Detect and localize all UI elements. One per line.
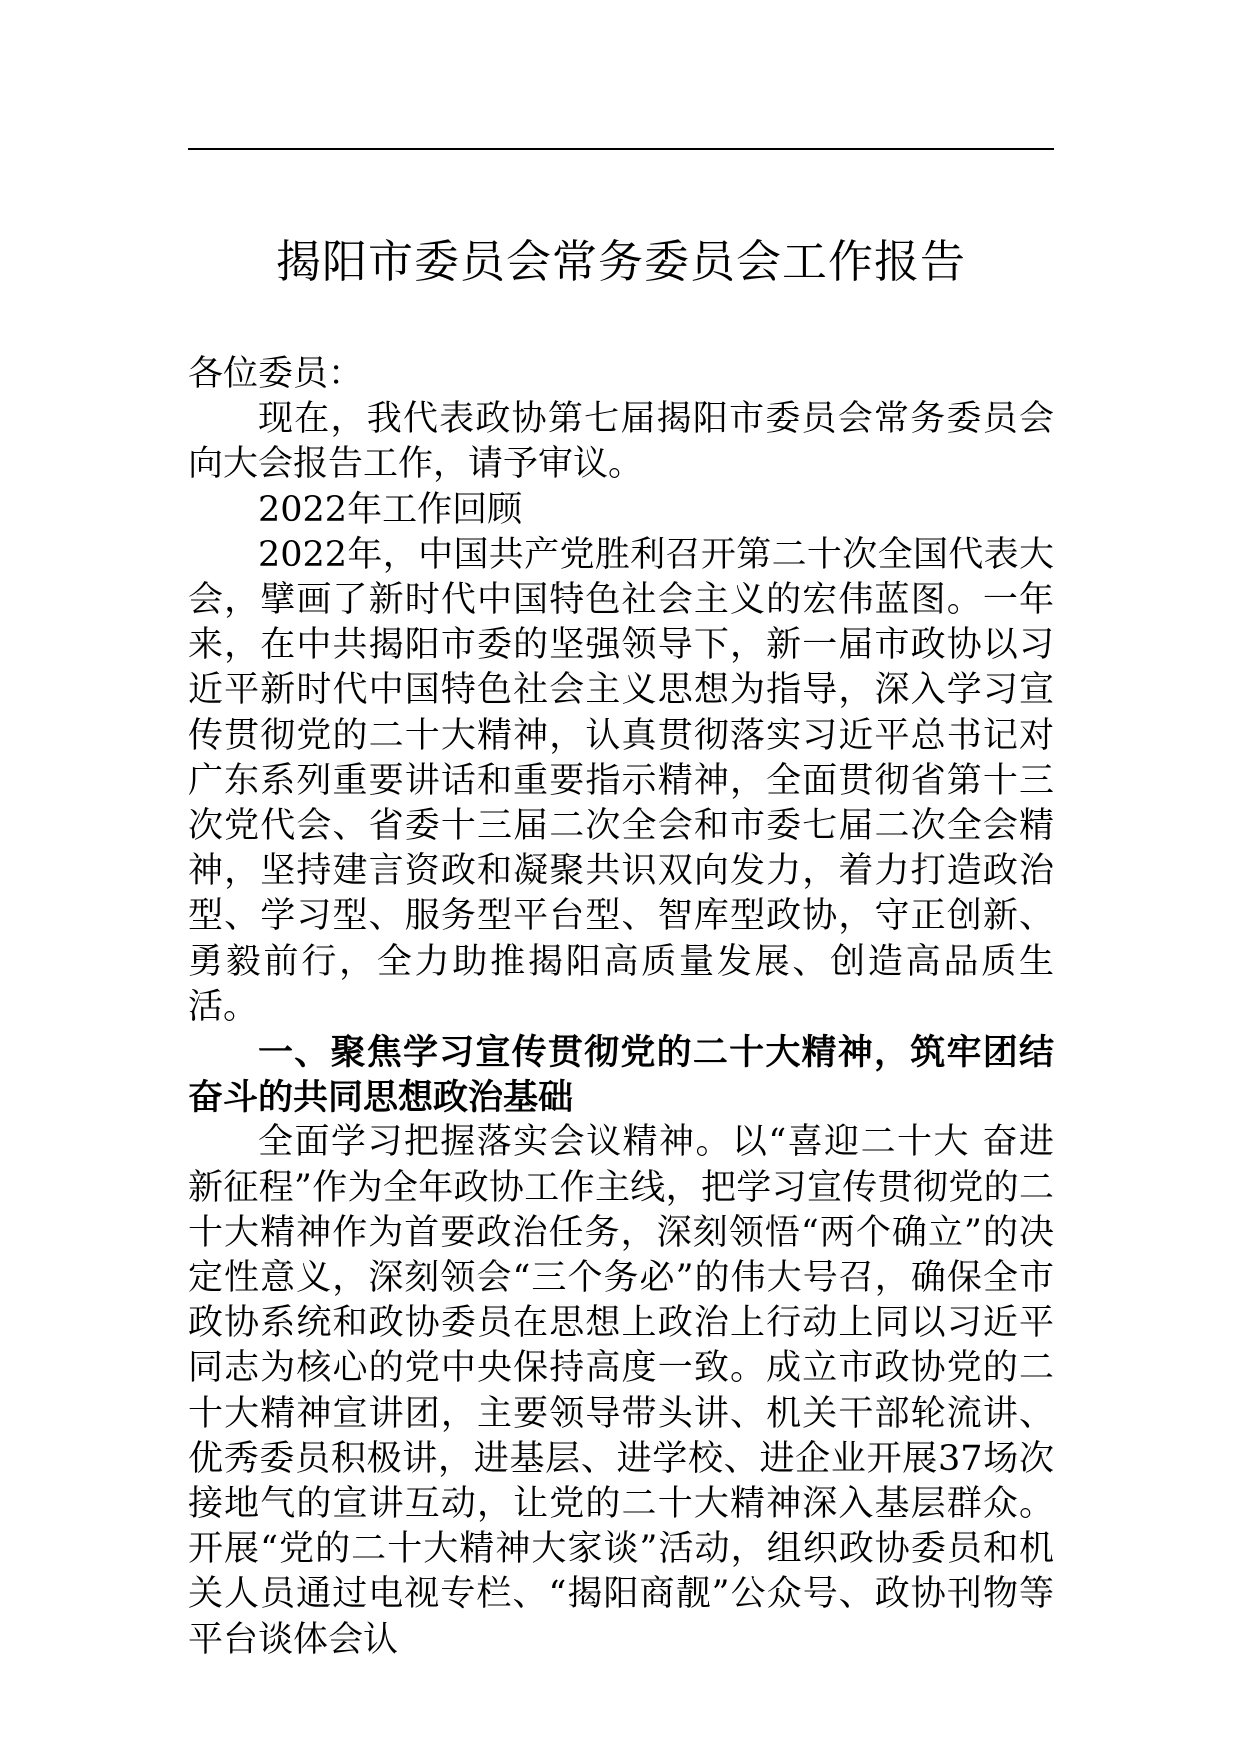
paragraph-overview: 2022年，中国共产党胜利召开第二十次全国代表大会，擘画了新时代中国特色社会主义的宏伟蓝图。一年来，在中共揭阳市委的坚强领导下，新一届市政协以习近平新时代中国特色社会主义思想为指导，深入学习宣传贯彻党的二十大精神，认真贯彻落实习近平总书记对广东系列重要讲话和重要指示精神，全面贯彻省第十三次党代会、省委十三届二次全会和市委七届二次全会精神，坚持建言资政和凝聚共识双向发力，着力打造政治型、学习型、服务型平台型、智库型政协，守正创新、勇毅前行，全力助推揭阳高质量发展、创造高品质生活。 (188, 534, 1054, 1027)
salutation: 各位委员： (188, 354, 364, 394)
paragraph-intro: 现在，我代表政协第七届揭阳市委员会常务委员会向大会报告工作，请予审议。 (188, 399, 1054, 485)
paragraph-study: 全面学习把握落实会议精神。以“喜迎二十大 奋进新征程”作为全年政协工作主线，把学习宣传贯彻党的二十大精神作为首要政治任务，深刻领悟“两个确立”的决定性意义，深刻领会“三个务必”的伟大号召，确保全市政协系统和政协委员在思想上政治上行动上同以习近平同志为核心的党中央保持高度一致。成立市政协党的二十大精神宣讲团，主要领导带头讲、机关干部轮流讲、优秀委员积极讲，进基层、进学校、进企业开展37场次接地气的宣讲互动，让党的二十大精神深入基层群众。开展“党的二十大精神大家谈”活动，组织政协委员和机关人员通过电视专栏、“揭阳商靓”公众号、政协刊物等平台谈体会认 (188, 1122, 1054, 1660)
section-heading-1: 一、聚焦学习宣传贯彻党的二十大精神，筑牢团结奋斗的共同思想政治基础 (188, 1032, 1054, 1119)
document-title: 揭阳市委员会常务委员会工作报告 (275, 235, 966, 288)
header-rule (188, 148, 1054, 150)
section-heading-review: 2022年工作回顾 (258, 489, 523, 530)
document-body (188, 352, 1054, 1663)
